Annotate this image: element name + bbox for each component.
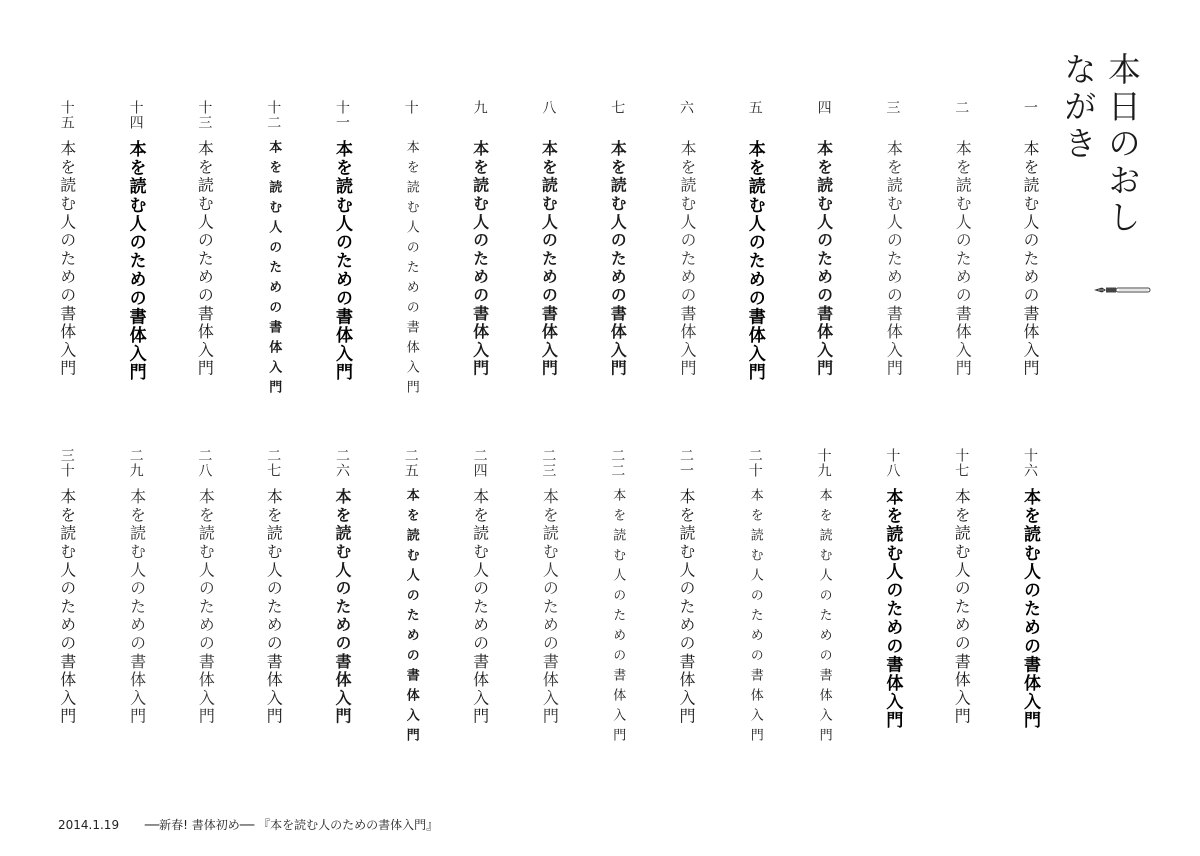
sample-column: [809, 100, 839, 378]
sample-text: 本を読む人のための書体入門: [678, 140, 695, 378]
sample-number: 十: [402, 100, 419, 115]
sample-column: [946, 100, 976, 378]
sample-number: 一: [1022, 100, 1038, 115]
sample-column: [465, 100, 495, 378]
sample-column: [671, 100, 701, 378]
sample-column: [189, 100, 219, 378]
sample-number: 二: [953, 100, 970, 115]
footer-event: ──新春! 書体初め──: [144, 818, 255, 832]
sample-text: 本を読む人のための書体入門: [470, 488, 490, 726]
sample-text: 本を読む人のための書体入門: [1021, 140, 1040, 378]
sample-number: 二五: [402, 448, 419, 478]
sample-text: 本を読む人のための書体入門: [744, 140, 765, 382]
sample-number: 二六: [334, 448, 350, 478]
sample-text: 本を読む人のための書体入門: [540, 488, 558, 726]
sample-text: 本を読む人のための書体入門: [125, 140, 146, 382]
sample-column: [396, 100, 426, 400]
sample-column: [602, 100, 632, 378]
sample-number: 十四: [127, 100, 144, 130]
sample-text: 本を読む人のための書体入門: [952, 488, 972, 726]
sample-number: 二四: [471, 448, 488, 478]
footer-date: 2014.1.19: [58, 818, 120, 832]
sample-text: 本を読む人のための書体入門: [470, 140, 490, 378]
sample-text: 本を読む人のための書体入門: [953, 140, 971, 378]
sample-column: [740, 100, 770, 382]
sample-number: 九: [471, 100, 488, 115]
sample-text: 本を読む人のための書体入門: [127, 488, 145, 726]
sample-column: [877, 448, 907, 730]
sample-number: 十七: [953, 448, 970, 478]
menu-title: 本日のおしながき: [1059, 52, 1142, 237]
sample-number: 六: [678, 100, 694, 115]
sample-number: 八: [540, 100, 557, 115]
sample-number: 十三: [196, 100, 213, 130]
sample-column: [189, 448, 219, 726]
sample-column: [121, 100, 151, 382]
sample-text: 本を読む人のための書体入門: [332, 140, 352, 382]
sample-number: 二三: [540, 448, 557, 478]
sample-text: 本を読む人のための書体入門: [882, 488, 903, 730]
sample-column: [1015, 100, 1045, 378]
sample-number: 二九: [127, 448, 144, 478]
sample-text: 本を読む人のための書体入門: [266, 140, 282, 400]
sample-text: 本を読む人のための書体入門: [333, 488, 352, 726]
sample-text: 本を読む人のための書体入門: [608, 140, 628, 378]
sample-text: 本を読む人のための書体入門: [747, 488, 763, 748]
sample-number: 二一: [678, 448, 694, 478]
sample-text: 本を読む人のための書体入門: [610, 488, 626, 748]
sample-column: [533, 100, 563, 378]
sample-text: 本を読む人のための書体入門: [196, 488, 214, 726]
sample-column: [809, 448, 839, 748]
sample-text: 本を読む人のための書体入門: [195, 140, 215, 378]
sample-number: 十五: [58, 100, 75, 130]
sample-text: 本を読む人のための書体入門: [1020, 488, 1040, 730]
sample-column: [258, 100, 288, 400]
sample-number: 三: [884, 100, 901, 115]
sample-number: 二八: [196, 448, 213, 478]
sample-number: 五: [746, 100, 763, 115]
sample-number: 四: [815, 100, 832, 115]
sample-text: 本を読む人のための書体入門: [403, 140, 419, 400]
sample-column: [671, 448, 701, 726]
sample-column: [602, 448, 632, 748]
sample-text: 本を読む人のための書体入門: [539, 140, 559, 378]
sample-number: 二二: [609, 448, 626, 478]
sample-number: 三十: [58, 448, 75, 478]
sample-column: [465, 448, 495, 726]
sample-number: 二十: [746, 448, 763, 478]
sample-number: 十六: [1022, 448, 1038, 478]
sample-column: [52, 448, 82, 726]
sample-number: 七: [609, 100, 626, 115]
sample-text: 本を読む人のための書体入門: [403, 488, 419, 748]
sample-text: 本を読む人のための書体入門: [264, 488, 284, 726]
sample-column: [946, 448, 976, 726]
footer: [58, 816, 438, 833]
sample-text: 本を読む人のための書体入門: [57, 140, 77, 378]
sample-number: 二七: [265, 448, 282, 478]
sample-column: [327, 448, 357, 726]
sample-column: [327, 100, 357, 382]
sample-column: [52, 100, 82, 378]
sample-column: [258, 448, 288, 726]
sample-number: 十二: [265, 100, 282, 130]
sample-column: [533, 448, 563, 726]
sample-text: 本を読む人のための書体入門: [814, 140, 834, 378]
sample-column: [1015, 448, 1045, 730]
sample-number: 十一: [334, 100, 350, 130]
sample-text: 本を読む人のための書体入門: [816, 488, 832, 748]
sample-text: 本を読む人のための書体入門: [57, 488, 77, 726]
sample-column: [877, 100, 907, 378]
sample-column: [121, 448, 151, 726]
sample-column: [740, 448, 770, 748]
footer-book-title: 『本を読む人のための書体入門』: [258, 818, 439, 832]
sample-number: 十八: [884, 448, 901, 478]
sample-text: 本を読む人のための書体入門: [884, 140, 902, 378]
sample-column: [396, 448, 426, 748]
sample-text: 本を読む人のための書体入門: [677, 488, 696, 726]
sample-number: 十九: [815, 448, 832, 478]
